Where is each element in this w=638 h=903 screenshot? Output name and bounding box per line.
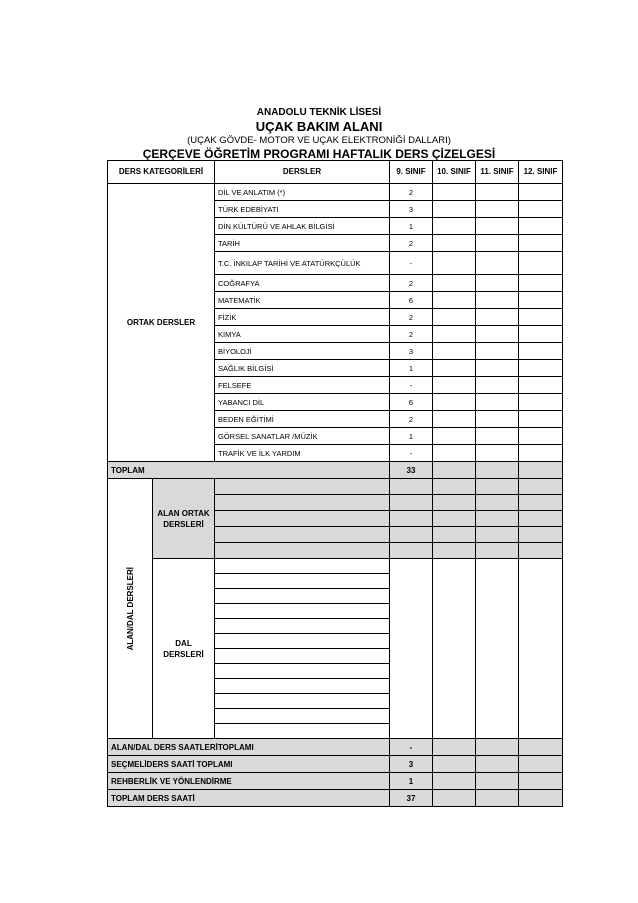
grade10-hours (433, 184, 476, 201)
summary-label: ALAN/DAL DERS SAATLERİTOPLAMI (108, 739, 390, 756)
field-course-cell (476, 543, 519, 559)
total-label: TOPLAM (108, 462, 390, 479)
summary-row (108, 739, 563, 756)
grade10-header: 10. SINIF (433, 161, 476, 184)
grade12-hours (519, 184, 563, 201)
course-name: BEDEN EĞİTİMİ (215, 411, 390, 428)
grade11-hours (476, 292, 519, 309)
field-courses-vertical (108, 479, 153, 739)
branch-course-name (215, 724, 390, 739)
header-row (108, 161, 563, 184)
grade12-hours (519, 252, 563, 275)
grade9-hours: 2 (390, 411, 433, 428)
field-course-cell (519, 543, 563, 559)
summary-cell (519, 773, 563, 790)
common-courses-category: ORTAK DERSLER (108, 184, 215, 462)
common-field-courses-label: ALAN ORTAK DERSLERİ (153, 479, 215, 559)
grade12-hours (519, 201, 563, 218)
course-name: FELSEFE (215, 377, 390, 394)
summary-cell (519, 790, 563, 807)
course-name: DİL VE ANLATIM (*) (215, 184, 390, 201)
field-course-cell (215, 479, 390, 495)
course-name: MATEMATİK (215, 292, 390, 309)
grade10-hours (433, 343, 476, 360)
summary-label: REHBERLİK VE YÖNLENDİRME (108, 773, 390, 790)
grade9-hours: 2 (390, 184, 433, 201)
branch-course-name (215, 589, 390, 604)
branch-course-hours (519, 559, 563, 739)
grade11-hours (476, 252, 519, 275)
grade12-hours (519, 275, 563, 292)
field-course-cell (390, 495, 433, 511)
course-name: GÖRSEL SANATLAR /MÜZİK (215, 428, 390, 445)
grade11-hours (476, 411, 519, 428)
grade12-hours (519, 292, 563, 309)
grade9-hours: 3 (390, 343, 433, 360)
field-course-cell (215, 511, 390, 527)
grade10-hours (433, 235, 476, 252)
summary-grade9: 1 (390, 773, 433, 790)
summary-cell (476, 739, 519, 756)
summary-label: SEÇMELİDERS SAATİ TOPLAMI (108, 756, 390, 773)
field-course-cell (215, 527, 390, 543)
branch-course-name (215, 649, 390, 664)
field-title: UÇAK BAKIM ALANI (255, 119, 383, 134)
field-course-cell (519, 479, 563, 495)
branch-course-row (108, 559, 563, 574)
grade11-header: 11. SINIF (476, 161, 519, 184)
grade11-hours (476, 235, 519, 252)
grade12-hours (519, 411, 563, 428)
courses-header: DERSLER (215, 161, 390, 184)
field-course-cell (519, 527, 563, 543)
grade9-hours: 6 (390, 292, 433, 309)
summary-label: TOPLAM DERS SAATİ (108, 790, 390, 807)
field-course-cell (390, 511, 433, 527)
grade10-hours (433, 394, 476, 411)
grade10-hours (433, 275, 476, 292)
grade9-hours: 2 (390, 275, 433, 292)
field-course-cell (433, 527, 476, 543)
course-name: T.C. İNKILAP TARİHİ VE ATATÜRKÇÜLÜK (215, 252, 390, 275)
course-name: COĞRAFYA (215, 275, 390, 292)
grade10-hours (433, 326, 476, 343)
total-g12 (519, 462, 563, 479)
total-row (108, 462, 563, 479)
grade9-hours: 1 (390, 428, 433, 445)
summary-grade9: 3 (390, 756, 433, 773)
branch-course-name (215, 634, 390, 649)
field-course-cell (433, 479, 476, 495)
grade11-hours (476, 218, 519, 235)
grade9-hours: 6 (390, 394, 433, 411)
summary-cell (519, 739, 563, 756)
summary-row (108, 773, 563, 790)
branch-courses-label: DAL DERSLERİ (153, 559, 215, 739)
grade9-hours: - (390, 252, 433, 275)
grade10-hours (433, 201, 476, 218)
course-name: YABANCI DİL (215, 394, 390, 411)
branch-course-name (215, 559, 390, 574)
grade9-hours: - (390, 377, 433, 394)
grade12-hours (519, 309, 563, 326)
field-courses-vertical-label: ALAN/DAL DERSLERİ (125, 566, 135, 651)
grade12-header: 12. SINIF (519, 161, 563, 184)
summary-grade9: - (390, 739, 433, 756)
branch-course-hours (476, 559, 519, 739)
grade9-hours: 2 (390, 309, 433, 326)
table-row (108, 184, 563, 201)
field-course-row (108, 479, 563, 495)
grade12-hours (519, 360, 563, 377)
grade12-hours (519, 326, 563, 343)
total-g10 (433, 462, 476, 479)
grade9-hours: 1 (390, 218, 433, 235)
summary-row (108, 756, 563, 773)
grade9-hours: 3 (390, 201, 433, 218)
grade10-hours (433, 428, 476, 445)
summary-cell (433, 773, 476, 790)
grade12-hours (519, 377, 563, 394)
grade11-hours (476, 184, 519, 201)
grade9-hours: 1 (390, 360, 433, 377)
course-name: KİMYA (215, 326, 390, 343)
branch-course-name (215, 604, 390, 619)
grade12-hours (519, 394, 563, 411)
grade11-hours (476, 445, 519, 462)
grade10-hours (433, 252, 476, 275)
grade11-hours (476, 326, 519, 343)
branch-course-hours (433, 559, 476, 739)
summary-cell (433, 756, 476, 773)
field-course-cell (215, 543, 390, 559)
course-name: TRAFİK VE İLK YARDIM (215, 445, 390, 462)
branch-course-name (215, 694, 390, 709)
field-course-cell (215, 495, 390, 511)
grade10-hours (433, 377, 476, 394)
field-course-cell (476, 479, 519, 495)
summary-cell (476, 756, 519, 773)
grade11-hours (476, 360, 519, 377)
total-grade9: 33 (390, 462, 433, 479)
grade10-hours (433, 411, 476, 428)
field-course-cell (433, 495, 476, 511)
field-course-cell (519, 511, 563, 527)
branch-course-name (215, 679, 390, 694)
branch-course-name (215, 574, 390, 589)
summary-grade9: 37 (390, 790, 433, 807)
field-course-cell (476, 527, 519, 543)
branch-course-name (215, 664, 390, 679)
grade11-hours (476, 394, 519, 411)
field-course-cell (390, 543, 433, 559)
course-name: TÜRK EDEBİYATI (215, 201, 390, 218)
grade11-hours (476, 275, 519, 292)
summary-cell (433, 790, 476, 807)
grade9-hours: - (390, 445, 433, 462)
branch-course-name (215, 619, 390, 634)
grade12-hours (519, 445, 563, 462)
field-course-cell (476, 511, 519, 527)
field-course-cell (390, 527, 433, 543)
course-name: DİN KÜLTÜRÜ VE AHLAK BİLGİSİ (215, 218, 390, 235)
course-name: SAĞLIK BİLGİSİ (215, 360, 390, 377)
grade12-hours (519, 235, 563, 252)
category-header: DERS KATEGORİLERİ (108, 161, 215, 184)
weekly-schedule-table (107, 160, 563, 807)
grade11-hours (476, 201, 519, 218)
grade10-hours (433, 360, 476, 377)
branch-course-hours (390, 559, 433, 739)
total-g11 (476, 462, 519, 479)
summary-cell (476, 773, 519, 790)
grade9-hours: 2 (390, 235, 433, 252)
course-name: TARİH (215, 235, 390, 252)
field-course-cell (433, 511, 476, 527)
summary-cell (433, 739, 476, 756)
branches-subtitle: (UÇAK GÖVDE- MOTOR VE UÇAK ELEKTRONİĞİ DALLARI) (187, 135, 451, 146)
grade11-hours (476, 428, 519, 445)
grade10-hours (433, 292, 476, 309)
grade12-hours (519, 343, 563, 360)
grade10-hours (433, 445, 476, 462)
grade10-hours (433, 309, 476, 326)
summary-cell (476, 790, 519, 807)
grade11-hours (476, 343, 519, 360)
field-course-cell (519, 495, 563, 511)
grade9-hours: 2 (390, 326, 433, 343)
summary-row (108, 790, 563, 807)
grade10-hours (433, 218, 476, 235)
summary-cell (519, 756, 563, 773)
grade9-header: 9. SINIF (390, 161, 433, 184)
schedule-title: ÇERÇEVE ÖĞRETİM PROGRAMI HAFTALIK DERS ÇİZELGESİ (142, 147, 496, 161)
grade12-hours (519, 218, 563, 235)
branch-course-name (215, 709, 390, 724)
grade11-hours (476, 377, 519, 394)
field-course-cell (433, 543, 476, 559)
field-course-cell (390, 479, 433, 495)
course-name: FİZİK (215, 309, 390, 326)
course-name: BİYOLOJİ (215, 343, 390, 360)
grade12-hours (519, 428, 563, 445)
grade11-hours (476, 309, 519, 326)
school-title: ANADOLU TEKNİK LİSESİ (256, 107, 382, 118)
field-course-cell (476, 495, 519, 511)
